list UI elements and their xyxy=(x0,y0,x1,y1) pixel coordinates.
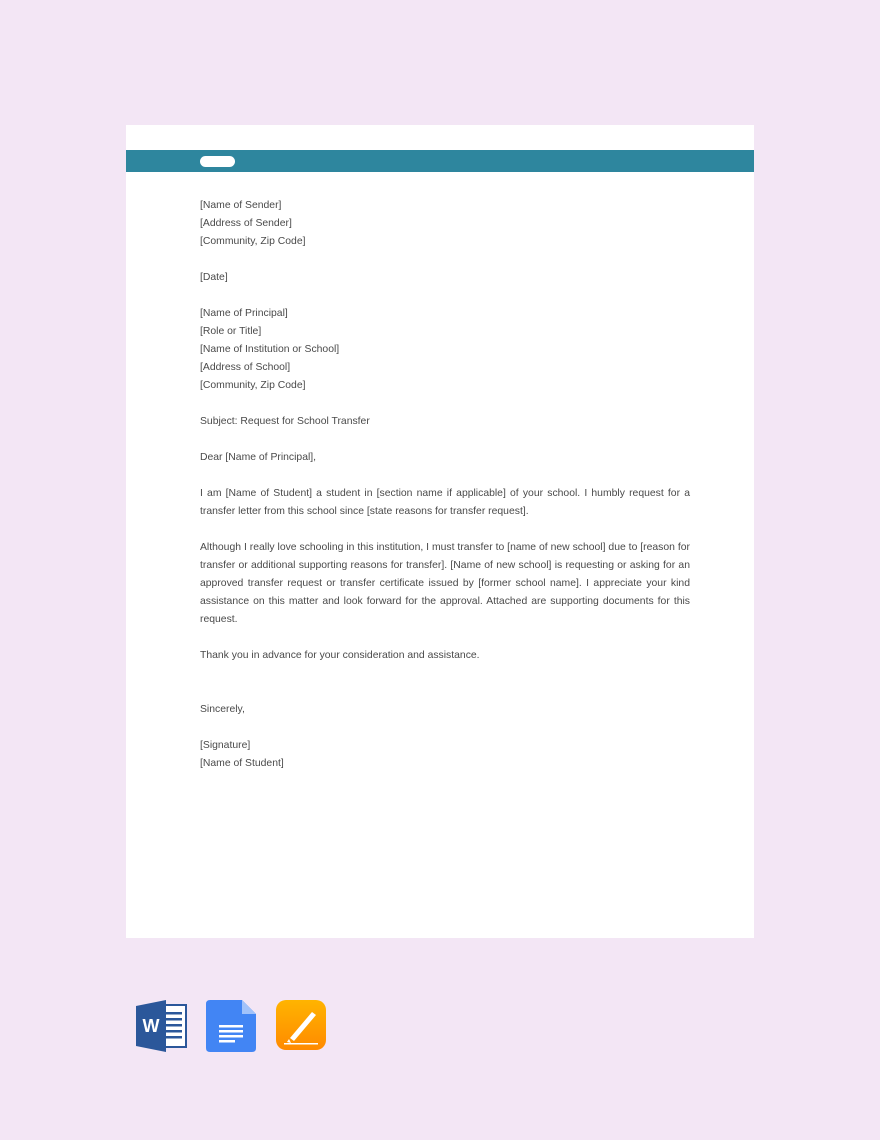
sender-name: [Name of Sender] xyxy=(200,200,282,211)
header-band xyxy=(126,150,754,172)
paragraph-reason: Although I really love schooling in this institution, I must transfer to [name of new school] due to [reason for transfer or additional supporting reasons for transfer]. [Name of new school] is requesting or asking for an approved transfer request or transfer certificate issued by [former school name]. I appreciate your kind assistance on this matter and look forward for the approval. Attached are supporting documents for this request. xyxy=(200,542,690,625)
letter-date: [Date] xyxy=(200,272,228,283)
salutation: Dear [Name of Principal], xyxy=(200,452,317,463)
apple-pages-icon[interactable] xyxy=(276,1000,328,1052)
letter-body xyxy=(200,197,690,773)
signature-name: [Name of Student] xyxy=(200,758,284,769)
recipient-name: [Name of Principal] xyxy=(200,308,288,319)
word-letter: W xyxy=(142,1016,160,1036)
paragraph-intro: I am [Name of Student] a student in [section name if applicable] of your school. I humbly request for a transfer letter from this school since [state reasons for transfer request]. xyxy=(200,488,690,517)
paragraph-thanks: Thank you in advance for your consideration and assistance. xyxy=(200,650,480,661)
signature: [Signature] xyxy=(200,740,251,751)
google-docs-icon[interactable] xyxy=(206,1000,258,1052)
recipient-role: [Role or Title] xyxy=(200,326,262,337)
recipient-institution: [Name of Institution or School] xyxy=(200,344,340,355)
document-page xyxy=(126,125,754,938)
recipient-address: [Address of School] xyxy=(200,362,291,373)
sender-community: [Community, Zip Code] xyxy=(200,236,306,247)
header-pill xyxy=(200,156,235,167)
sender-address: [Address of Sender] xyxy=(200,218,292,229)
closing: Sincerely, xyxy=(200,704,245,715)
subject-line: Subject: Request for School Transfer xyxy=(200,416,370,427)
microsoft-word-icon[interactable] xyxy=(136,1000,188,1052)
recipient-community: [Community, Zip Code] xyxy=(200,380,306,391)
